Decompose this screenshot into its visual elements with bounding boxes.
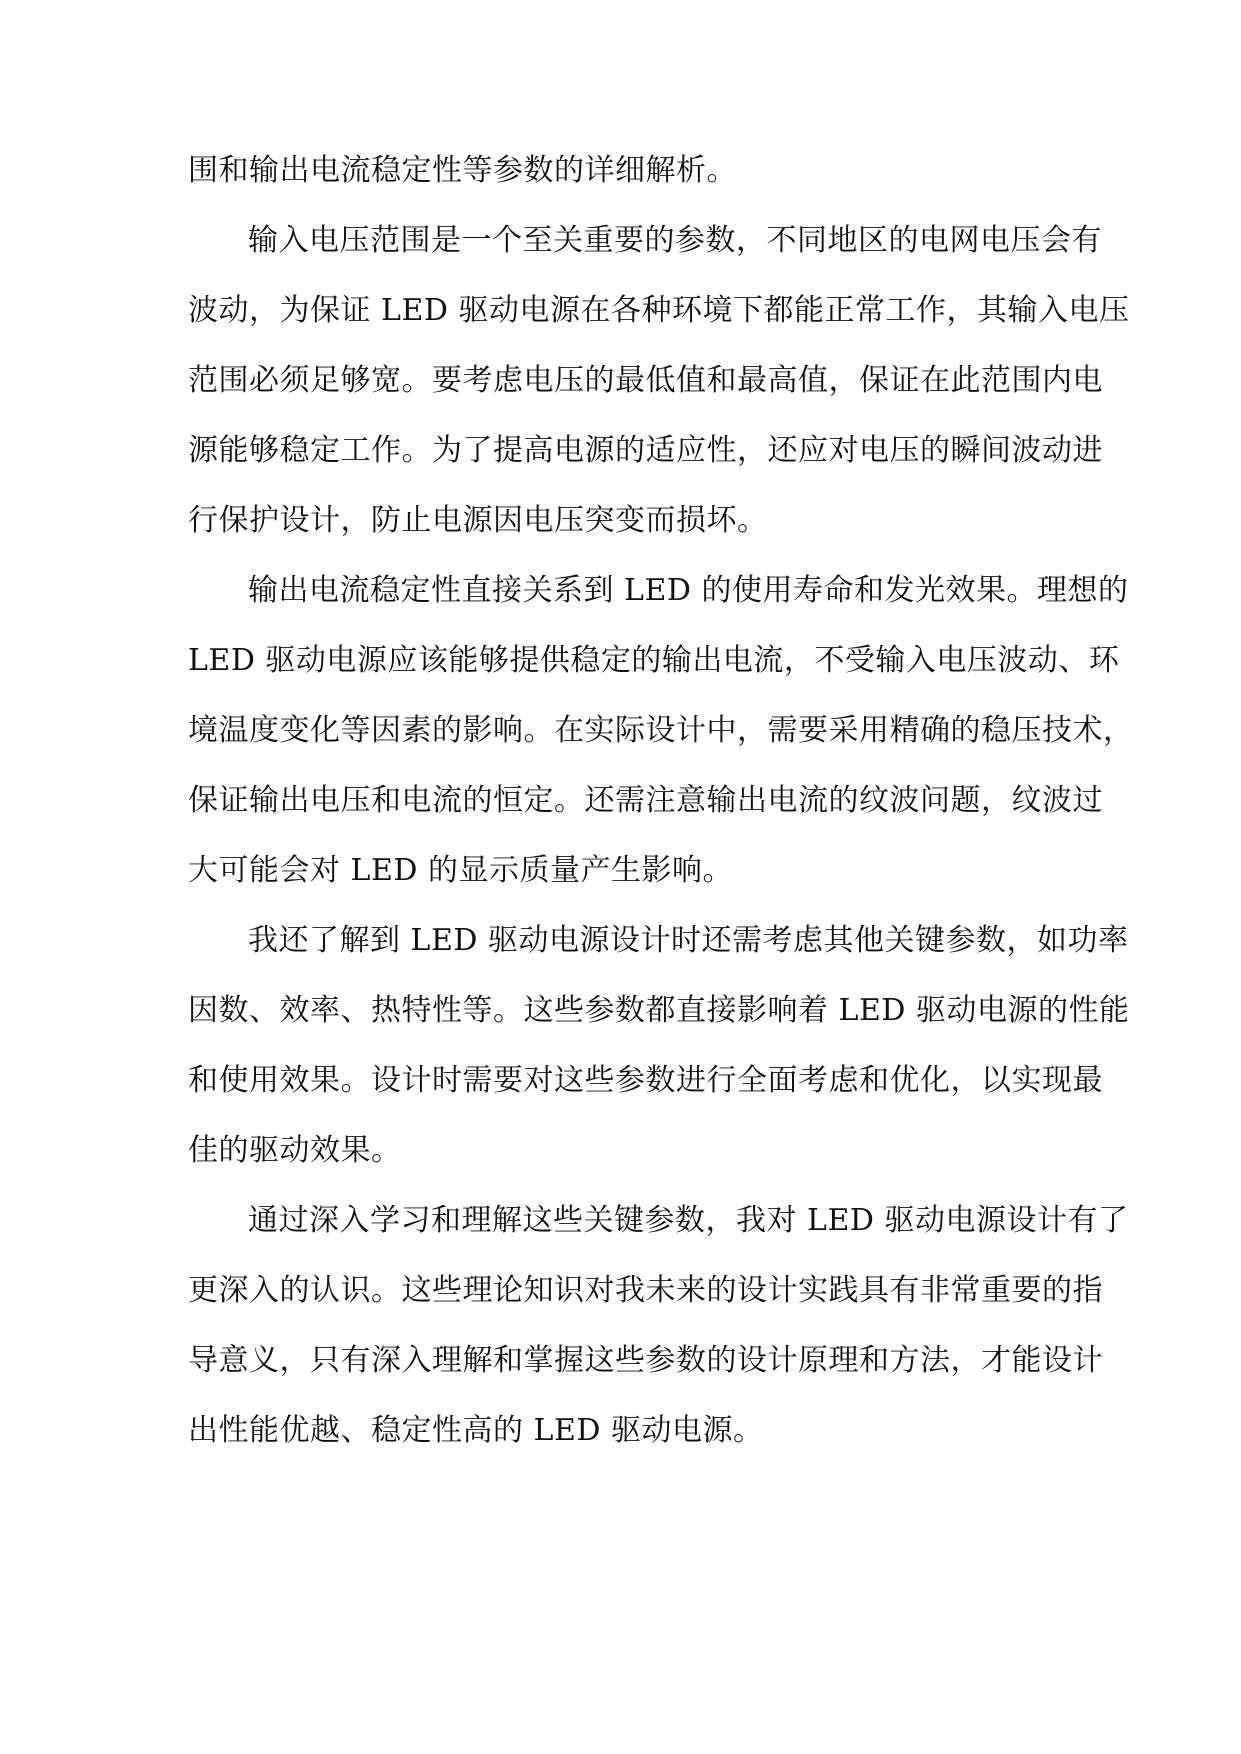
- text-line: 范围必须足够宽。要考虑电压的最低值和最高值，保证在此范围内电: [188, 363, 1103, 398]
- text-line: 更深入的认识。这些理论知识对我未来的设计实践具有非常重要的指: [188, 1273, 1103, 1308]
- text-line: 波动，为保证 LED 驱动电源在各种环境下都能正常工作，其输入电压: [188, 293, 1130, 328]
- paragraph-first-line: 输出电流稳定性直接关系到 LED 的使用寿命和发光效果。理想的: [248, 573, 1129, 608]
- paragraph-first-line: 输入电压范围是一个至关重要的参数，不同地区的电网电压会有: [248, 223, 1102, 258]
- text-line: LED 驱动电源应该能够提供稳定的输出电流，不受输入电压波动、环: [188, 643, 1120, 678]
- text-line: 源能够稳定工作。为了提高电源的适应性，还应对电压的瞬间波动进: [188, 433, 1103, 468]
- text-line: 出性能优越、稳定性高的 LED 驱动电源。: [188, 1413, 764, 1448]
- text-line: 和使用效果。设计时需要对这些参数进行全面考虑和优化，以实现最: [188, 1063, 1103, 1098]
- text-line: 行保护设计，防止电源因电压突变而损坏。: [188, 503, 768, 538]
- text-line: 导意义，只有深入理解和掌握这些参数的设计原理和方法，才能设计: [188, 1343, 1103, 1378]
- text-line: 大可能会对 LED 的显示质量产生影响。: [188, 853, 733, 888]
- text-line: 佳的驱动效果。: [188, 1133, 402, 1168]
- text-line: 因数、效率、热特性等。这些参数都直接影响着 LED 驱动电源的性能: [188, 993, 1130, 1028]
- text-line: 境温度变化等因素的影响。在实际设计中，需要采用精确的稳压技术，: [188, 713, 1134, 748]
- paragraph-first-line: 通过深入学习和理解这些关键参数，我对 LED 驱动电源设计有了: [248, 1203, 1129, 1238]
- paragraph-first-line: 我还了解到 LED 驱动电源设计时还需考虑其他关键参数，如功率: [248, 923, 1129, 958]
- document-body: [188, 136, 1134, 1466]
- text-line: 保证输出电压和电流的恒定。还需注意输出电流的纹波问题，纹波过: [188, 783, 1103, 818]
- text-line: 围和输出电流稳定性等参数的详细解析。: [188, 153, 737, 188]
